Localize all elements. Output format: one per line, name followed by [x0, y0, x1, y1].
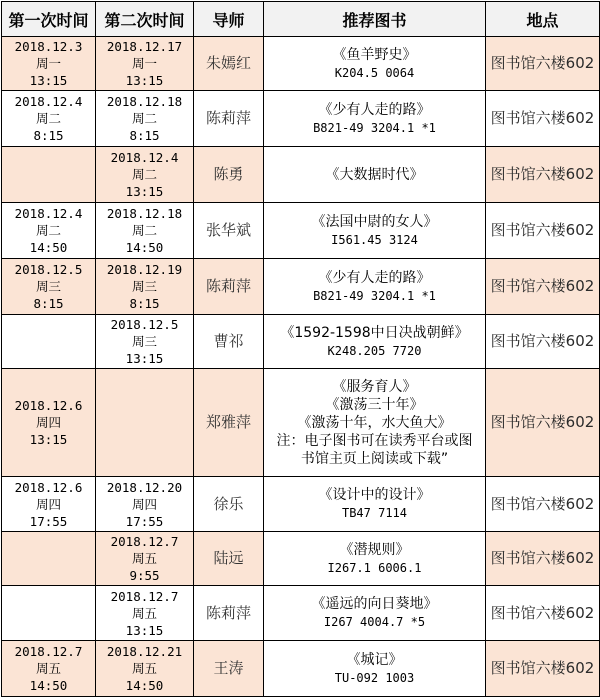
call-number: K248.205 7720 [327, 343, 422, 358]
second-time-cell-line: 周二 [131, 167, 157, 182]
first-time-cell [2, 586, 96, 641]
second-time-cell-line: 周二 [131, 223, 157, 238]
first-time-cell-line: 周四 [35, 415, 61, 430]
second-time-cell-line: 2018.12.7 [110, 588, 179, 604]
book-title: 《1592-1598中日决战朝鲜》 [280, 324, 469, 341]
first-time-cell-line: 8:15 [33, 296, 64, 311]
location-cell: 图书馆六楼602 [486, 369, 600, 477]
mentor-cell: 徐乐 [194, 477, 264, 532]
first-time-cell-line: 17:55 [29, 513, 68, 529]
second-time-cell [96, 91, 194, 147]
table-row [2, 315, 600, 369]
second-time-cell-line: 2018.12.5 [110, 317, 179, 332]
first-time-cell [2, 203, 96, 259]
second-time-cell-line: 周五 [131, 605, 157, 621]
table-row [2, 259, 600, 315]
book-cell [264, 315, 486, 369]
mentor-cell: 陆远 [194, 532, 264, 586]
table-body [2, 37, 600, 697]
first-time-cell [2, 315, 96, 369]
first-time-cell [2, 259, 96, 315]
table-row [2, 37, 600, 91]
second-time-cell-line: 13:15 [125, 184, 164, 199]
book-cell [264, 641, 486, 697]
second-time-cell-line: 周四 [131, 496, 157, 512]
book-title: 《激荡三十年》 [325, 396, 424, 413]
book-title: 《激荡十年，水大鱼大》 [297, 414, 452, 431]
second-time-cell-line: 17:55 [125, 513, 164, 529]
call-number: B821-49 3204.1 *1 [313, 120, 436, 135]
second-time-cell-line: 2018.12.20 [106, 479, 183, 495]
second-time-cell-line: 13:15 [125, 622, 164, 638]
book-cell [264, 91, 486, 147]
mentor-cell: 曹祁 [194, 315, 264, 369]
first-time-cell-line: 周二 [35, 111, 61, 126]
book-title: 《法国中尉的女人》 [311, 213, 438, 230]
first-time-cell [2, 641, 96, 697]
call-number: B821-49 3204.1 *1 [313, 288, 436, 303]
second-time-cell [96, 369, 194, 477]
header-row [2, 2, 600, 37]
book-title: 书馆主页上阅读或下载” [300, 450, 449, 467]
second-time-cell-line: 周一 [131, 56, 157, 71]
second-time-cell [96, 315, 194, 369]
book-cell [264, 37, 486, 91]
mentor-cell: 郑雅萍 [194, 369, 264, 477]
first-time-cell-line: 周五 [35, 661, 61, 676]
book-title: 《潜规则》 [339, 541, 410, 558]
book-title: 《遥远的向日葵地》 [311, 596, 438, 612]
call-number: I267 4004.7 *5 [323, 615, 426, 629]
first-time-cell [2, 37, 96, 91]
book-cell [264, 477, 486, 532]
header-first-time: 第一次时间 [2, 2, 96, 37]
location-cell: 图书馆六楼602 [486, 315, 600, 369]
call-number: K204.5 0064 [334, 65, 415, 80]
book-title: 注：电子图书可在读秀平台或图 [276, 432, 473, 449]
header-mentor: 导师 [194, 2, 264, 37]
second-time-cell-line: 2018.12.4 [110, 150, 179, 165]
first-time-cell-line: 周二 [35, 223, 61, 238]
second-time-cell [96, 586, 194, 641]
table-row [2, 147, 600, 203]
second-time-cell [96, 147, 194, 203]
second-time-cell-line: 13:15 [125, 351, 164, 366]
book-title: 《鱼羊野史》 [332, 46, 417, 63]
second-time-cell-line: 2018.12.7 [110, 534, 179, 549]
first-time-cell-line: 2018.12.6 [14, 479, 83, 495]
first-time-cell-line: 14:50 [29, 678, 68, 693]
second-time-cell-line: 周五 [131, 551, 157, 566]
location-cell: 图书馆六楼602 [486, 532, 600, 586]
second-time-cell [96, 532, 194, 586]
table-row [2, 369, 600, 477]
book-cell [264, 369, 486, 477]
book-title: 《少有人走的路》 [318, 269, 431, 286]
schedule-table [1, 1, 600, 697]
second-time-cell-line: 9:55 [129, 568, 160, 583]
second-time-cell-line: 周三 [131, 334, 157, 349]
table-row [2, 586, 600, 641]
location-cell: 图书馆六楼602 [486, 641, 600, 697]
first-time-cell-line: 2018.12.4 [14, 206, 83, 221]
mentor-cell: 陈勇 [194, 147, 264, 203]
first-time-cell-line: 13:15 [29, 73, 68, 88]
book-title: 《大数据时代》 [325, 166, 424, 183]
first-time-cell [2, 532, 96, 586]
second-time-cell [96, 477, 194, 532]
book-cell [264, 203, 486, 259]
header-second-time: 第二次时间 [96, 2, 194, 37]
header-location: 地点 [486, 2, 600, 37]
book-title: 《服务育人》 [332, 378, 417, 395]
mentor-cell: 陈莉萍 [194, 586, 264, 641]
mentor-cell: 张华斌 [194, 203, 264, 259]
book-cell [264, 259, 486, 315]
first-time-cell-line: 周三 [35, 279, 61, 294]
table-row [2, 91, 600, 147]
second-time-cell-line: 14:50 [125, 678, 164, 693]
second-time-cell [96, 37, 194, 91]
book-title: 《设计中的设计》 [318, 487, 431, 503]
location-cell: 图书馆六楼602 [486, 37, 600, 91]
second-time-cell-line: 2018.12.17 [106, 39, 183, 54]
second-time-cell-line: 13:15 [125, 73, 164, 88]
book-cell [264, 147, 486, 203]
call-number: TU-092 1003 [334, 670, 415, 685]
first-time-cell-line: 2018.12.4 [14, 94, 83, 109]
first-time-cell-line: 2018.12.6 [14, 398, 83, 413]
mentor-cell: 王涛 [194, 641, 264, 697]
call-number: I267.1 6006.1 [327, 560, 422, 575]
second-time-cell-line: 周二 [131, 111, 157, 126]
second-time-cell [96, 203, 194, 259]
call-number: I561.45 3124 [331, 232, 418, 247]
first-time-cell-line: 13:15 [29, 432, 68, 447]
second-time-cell-line: 2018.12.18 [106, 206, 183, 221]
first-time-cell-line: 8:15 [33, 128, 64, 143]
second-time-cell-line: 8:15 [129, 128, 160, 143]
first-time-cell-line: 2018.12.5 [14, 262, 83, 277]
second-time-cell-line: 2018.12.19 [106, 262, 183, 277]
call-number: TB47 7114 [341, 506, 408, 520]
mentor-cell: 陈莉萍 [194, 91, 264, 147]
book-cell [264, 532, 486, 586]
location-cell: 图书馆六楼602 [486, 259, 600, 315]
first-time-cell [2, 477, 96, 532]
first-time-cell [2, 91, 96, 147]
first-time-cell-line: 14:50 [29, 240, 68, 255]
location-cell: 图书馆六楼602 [486, 477, 600, 532]
book-title: 《城记》 [346, 651, 403, 668]
book-title: 《少有人走的路》 [318, 101, 431, 118]
mentor-cell: 陈莉萍 [194, 259, 264, 315]
first-time-cell-line: 2018.12.7 [14, 644, 83, 659]
second-time-cell-line: 2018.12.21 [106, 644, 183, 659]
table-row [2, 641, 600, 697]
second-time-cell-line: 周五 [131, 661, 157, 676]
location-cell: 图书馆六楼602 [486, 203, 600, 259]
second-time-cell-line: 14:50 [125, 240, 164, 255]
location-cell: 图书馆六楼602 [486, 586, 600, 641]
second-time-cell [96, 641, 194, 697]
second-time-cell [96, 259, 194, 315]
first-time-cell-line: 2018.12.3 [14, 39, 83, 54]
book-cell [264, 586, 486, 641]
first-time-cell-line: 周一 [35, 56, 61, 71]
location-cell: 图书馆六楼602 [486, 91, 600, 147]
table-row [2, 203, 600, 259]
second-time-cell-line: 2018.12.18 [106, 94, 183, 109]
first-time-cell-line: 周四 [35, 496, 61, 512]
second-time-cell-line: 周三 [131, 279, 157, 294]
first-time-cell [2, 147, 96, 203]
header-recommended-book: 推荐图书 [264, 2, 486, 37]
table-row [2, 477, 600, 532]
location-cell: 图书馆六楼602 [486, 147, 600, 203]
second-time-cell-line: 8:15 [129, 296, 160, 311]
first-time-cell [2, 369, 96, 477]
mentor-cell: 朱嫣红 [194, 37, 264, 91]
table-row [2, 532, 600, 586]
